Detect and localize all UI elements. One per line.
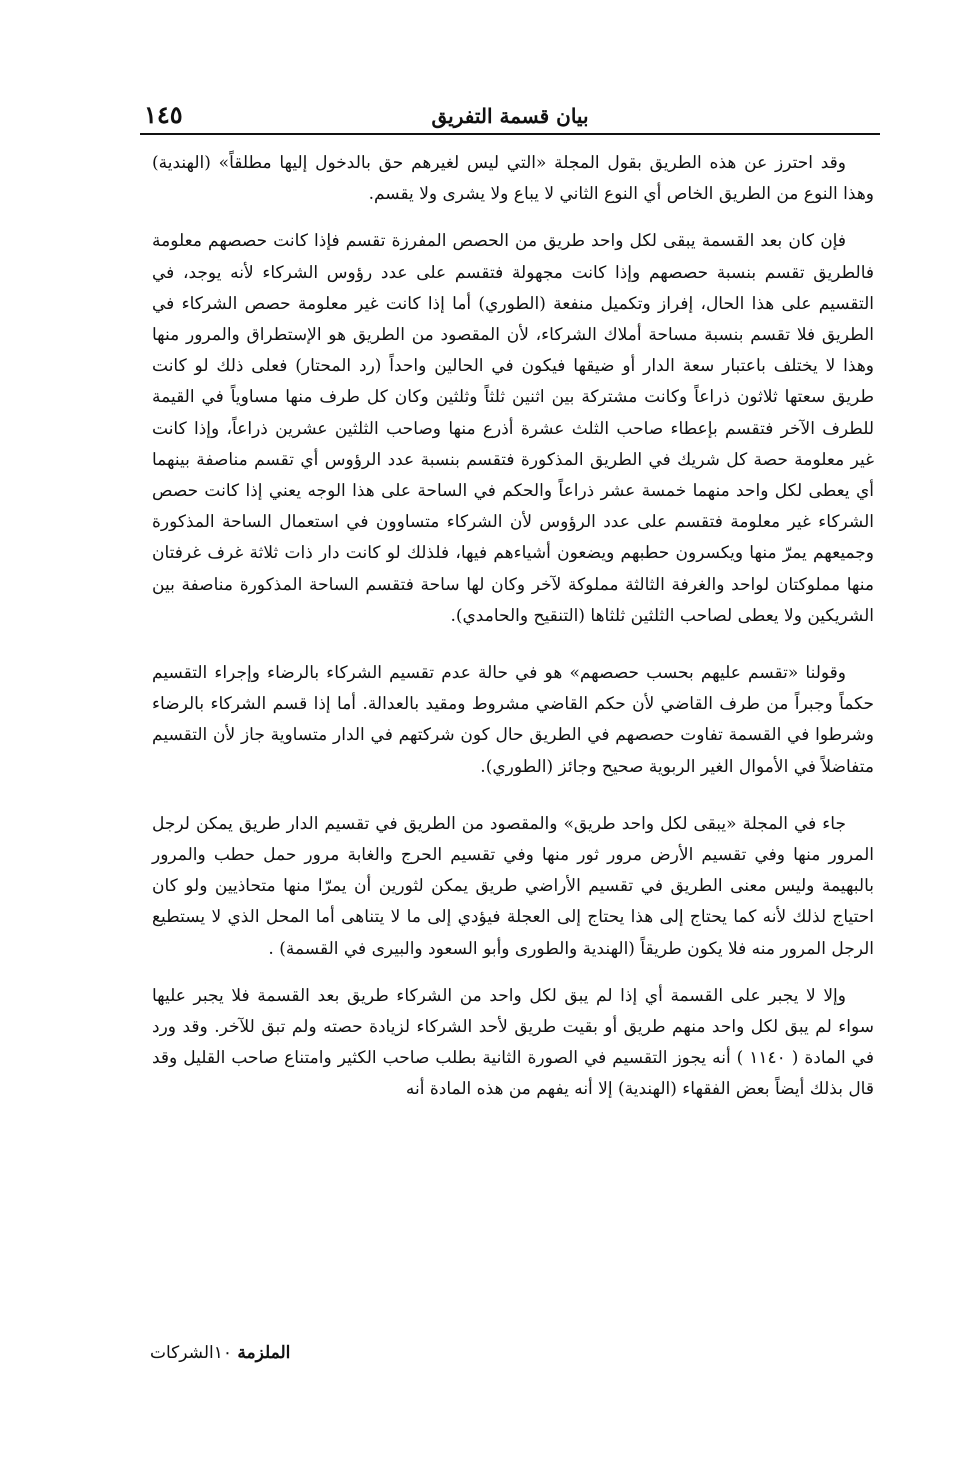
running-title: بيان قسمة التفريق — [431, 104, 589, 128]
paragraph-4: جاء في المجلة «يبقى لكل واحد طريق» والمقصود من الطريق في تقسيم الدار طريق يمكن لرجل المرور منها وفي تقسيم الأرض مرور ثور منها وفي تقسيم الحرج والغابة مرور حمل حطب والمرور بالبهيمة وليس معنى الطريق في تقسيم الأراضي طريق يمكن لثورين أن يمرّا منها متحاذيين ولو كان احتياج لذلك لأنه كما يحتاج إلى هذا يحتاج إلى العجلة فيؤدي إلى ما لا يتناهى أما المحل الذي لا يستطيع الرجل المرور منه فلا يكون طريقاً (الهندية والطورى وأبو السعود والبيرى في القسمة) . — [152, 813, 874, 959]
paragraph-gap — [152, 632, 874, 658]
page-number: ١٤٥ — [144, 100, 183, 129]
paragraph-gap — [152, 965, 874, 981]
paragraph-gap — [152, 210, 874, 226]
paragraph-gap — [152, 783, 874, 809]
paragraph-2: فإن كان بعد القسمة يبقى لكل واحد طريق من الحصص المفرزة تقسم فإذا كانت حصصهم معلومة فالطريق تقسم بنسبة حصصهم وإذا كانت مجهولة فتقسم على عدد رؤوس الشركاء لأنه يوجد، في التقسيم على هذا الحال، إفراز وتكميل منفعة (الطوري) أما إذا كانت غير معلومة حصص الشركاء في الطريق فلا تقسم بنسبة مساحة أملاك الشركاء، لأن المقصود من الطريق هو الإستطراق والمرور منها وهذا لا يختلف باعتبار سعة الدار أو ضيقها فيكون في الحالين واحداً (رد المحتار) فعلى ذلك لو كانت طريق سعتها ثلاثون ذراعاً وكانت مشتركة بين اثنين ثلثاً وثلثين وكان كل طرف منها مساوياً في القيمة للطرف الآخر فتقسم بإعطاء صاحب الثلث عشرة أذرع منها وصاحب الثلثين عشرين ذراعاً، وإذا كانت غير معلومة حصة كل شريك في الطريق المذكورة فتقسم بنسبة عدد الرؤوس أي تقسم مناصفة بينهما أي يعطى لكل واحد منهما خمسة عشر ذراعاً والحكم في الساحة على هذا الوجه يعني إذا كانت حصص الشركاء غير معلومة فتقسم على عدد الرؤوس لأن الشركاء متساوون في استعمال الساحة المذكورة وجميعهم يمرّ منها ويكسرون حطبهم ويضعون أشياءهم فيها، فلذلك لو كانت دار ذات ثلاثة غرف غرفتان منها مملوكتان لواحد والغرفة الثالثة مملوكة لآخر وكان لها ساحة فتقسم الساحة المذكورة مناصفة بين الشريكين ولا يعطى لصاحب الثلثين ثلثاها (التنقيح والحامدي). — [152, 231, 874, 626]
signature-text: ١٠الشركات — [150, 1343, 232, 1363]
paragraph-3: وقولنا «تقسم عليهم بحسب حصصهم» هو في حالة عدم تقسيم الشركاء بالرضاء وإجراء التقسيم حكماً وجبراً من طرف القاضي لأن حكم القاضي مشروط ومقيد بالعدالة. أما إذا قسم الشركاء بالرضاء وشرطوا في القسمة تفاوت حصصهم في الطريق حال كون شركتهم في الدار متساوية جاز لأن التقسيم متفاضلاً في الأموال الغير الربوية صحيح وجائز (الطوري). — [152, 663, 874, 777]
body-text — [152, 148, 874, 1106]
paragraph-1: وقد احترز عن هذه الطريق بقول المجلة «التي ليس لغيرهم حق بالدخول إليها مطلقاً» (الهندية) وهذا النوع من الطريق الخاص أي النوع الثاني لا يباع ولا يشرى ولا يقسم. — [152, 153, 874, 205]
paragraph-5: وإلا لا يجبر على القسمة أي إذا لم يبق لكل واحد من الشركاء طريق بعد القسمة فلا يجبر عليها سواء لم يبق لكل واحد منهم طريق أو بقيت طريق لأحد الشركاء لزيادة حصته ولم تبق للآخر. وقد ورد في المادة ( ١١٤٠ ) أنه يجوز التقسيم في الصورة الثانية بطلب صاحب الكثير وامتناع صاحب القليل وقد قال بذلك أيضاً بعض الفقهاء (الهندية) إلا أنه يفهم من هذه المادة أنه — [152, 985, 874, 1100]
signature-mark — [150, 1343, 350, 1373]
signature-label: الملزمة — [237, 1343, 291, 1363]
header-rule — [140, 133, 880, 135]
page-header — [140, 100, 880, 134]
